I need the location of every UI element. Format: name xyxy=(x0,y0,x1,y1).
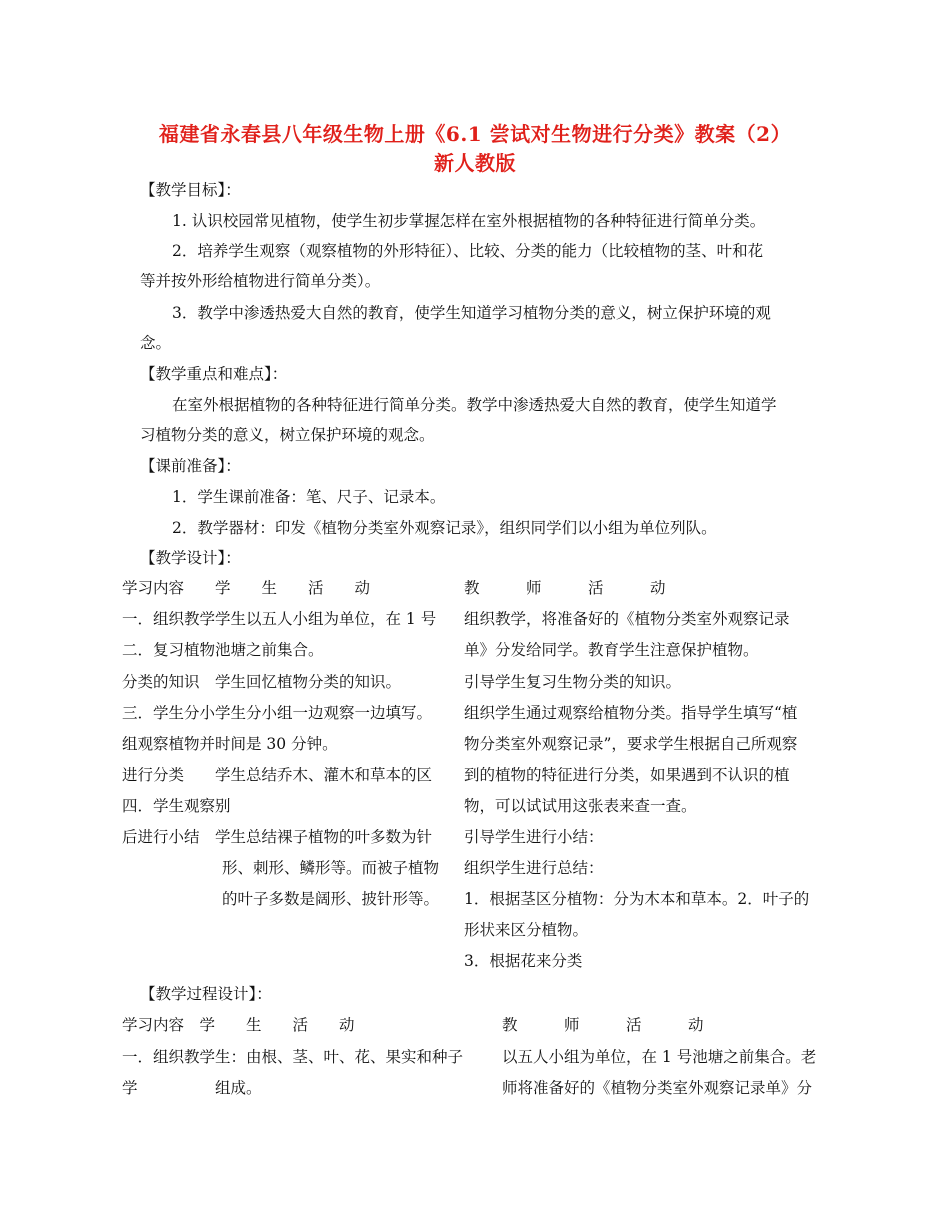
design-right-row: 1．根据茎区分植物：分为木本和草本。2．叶子的 xyxy=(464,890,810,908)
process-left-row: 学 组成。 xyxy=(122,1079,262,1097)
key-points-heading: 【教学重点和难点】： xyxy=(140,365,288,383)
design-right-row: 形状来区分植物。 xyxy=(464,921,589,939)
design-right-row: 物分类室外观察记录”，要求学生根据自己所观察 xyxy=(464,735,798,753)
process-right-row: 师将准备好的《植物分类室外观察记录单》分 xyxy=(502,1079,813,1097)
process-col-right-header: 教 师 活 动 xyxy=(502,1016,704,1034)
design-right-row: 单》分发给同学。教育学生注意保护植物。 xyxy=(464,641,759,659)
design-left-row: 形、刺形、鳞形等。而被子植物 xyxy=(222,859,440,877)
document-subtitle: 新人教版 xyxy=(434,151,516,175)
prep-item-1: 1．学生课前准备：笔、尺子、记录本。 xyxy=(172,488,446,506)
design-left-row: 一．组织教学学生以五人小组为单位，在 1 号 xyxy=(122,610,437,628)
design-right-row: 组织学生通过观察给植物分类。指导学生填写“植 xyxy=(464,704,798,722)
goals-item-3-line-2: 念。 xyxy=(140,334,172,352)
design-right-row: 引导学生复习生物分类的知识。 xyxy=(464,673,682,691)
design-right-row: 3．根据花来分类 xyxy=(464,952,583,970)
design-right-row: 到的植物的特征进行分类，如果遇到不认识的植 xyxy=(464,766,790,784)
design-left-row: 进行分类 学生总结乔木、灌木和草本的区 xyxy=(122,766,433,784)
key-points-line-1: 在室外根据植物的各种特征进行简单分类。教学中渗透热爱大自然的教育，使学生知道学 xyxy=(172,396,777,414)
design-right-row: 组织学生进行总结： xyxy=(464,859,604,877)
process-right-row: 以五人小组为单位，在 1 号池塘之前集合。老 xyxy=(502,1048,817,1066)
key-points-line-2: 习植物分类的意义，树立保护环境的观念。 xyxy=(140,426,435,444)
design-col-left-header: 学习内容 学 生 活 动 xyxy=(122,579,371,597)
design-left-row: 后进行小结 学生总结裸子植物的叶多数为针 xyxy=(122,828,433,846)
design-right-row: 引导学生进行小结： xyxy=(464,828,604,846)
design-left-row: 四．学生观察别 xyxy=(122,797,231,815)
goals-item-1: 1. 认识校园常见植物，使学生初步掌握怎样在室外根据植物的各种特征进行简单分类。 xyxy=(172,212,766,230)
process-col-left-header: 学习内容 学 生 活 动 xyxy=(122,1016,355,1034)
design-right-row: 物，可以试试用这张表来查一查。 xyxy=(464,797,697,815)
design-left-row: 三．学生分小学生分小组一边观察一边填写。 xyxy=(122,704,433,722)
design-col-right-header: 教 师 活 动 xyxy=(464,579,666,597)
goals-item-3-line-1: 3．教学中渗透热爱大自然的教育，使学生知道学习植物分类的意义，树立保护环境的观 xyxy=(172,304,771,322)
design-heading: 【教学设计】： xyxy=(140,549,241,567)
design-right-row: 组织教学，将准备好的《植物分类室外观察记录 xyxy=(464,610,790,628)
prep-heading: 【课前准备】： xyxy=(140,457,241,475)
design-left-row: 分类的知识 学生回忆植物分类的知识。 xyxy=(122,673,402,691)
design-left-row: 的叶子多数是阔形、披针形等。 xyxy=(222,890,440,908)
prep-item-2: 2．教学器材：印发《植物分类室外观察记录》，组织同学们以小组为单位列队。 xyxy=(172,519,717,537)
process-heading: 【教学过程设计】： xyxy=(140,985,272,1003)
process-left-row: 一．组织教学生：由根、茎、叶、花、果实和种子 xyxy=(122,1048,464,1066)
goals-heading: 【教学目标】： xyxy=(140,181,241,199)
design-left-row: 组观察植物并时间是 30 分钟。 xyxy=(122,735,338,753)
design-left-row: 二．复习植物池塘之前集合。 xyxy=(122,641,324,659)
goals-item-2-line-1: 2．培养学生观察（观察植物的外形特征）、比较、分类的能力（比较植物的茎、叶和花 xyxy=(172,242,764,260)
goals-item-2-line-2: 等并按外形给植物进行简单分类）。 xyxy=(140,272,381,290)
document-title: 福建省永春县八年级生物上册《6.1 尝试对生物进行分类》教案（2） xyxy=(158,122,792,146)
